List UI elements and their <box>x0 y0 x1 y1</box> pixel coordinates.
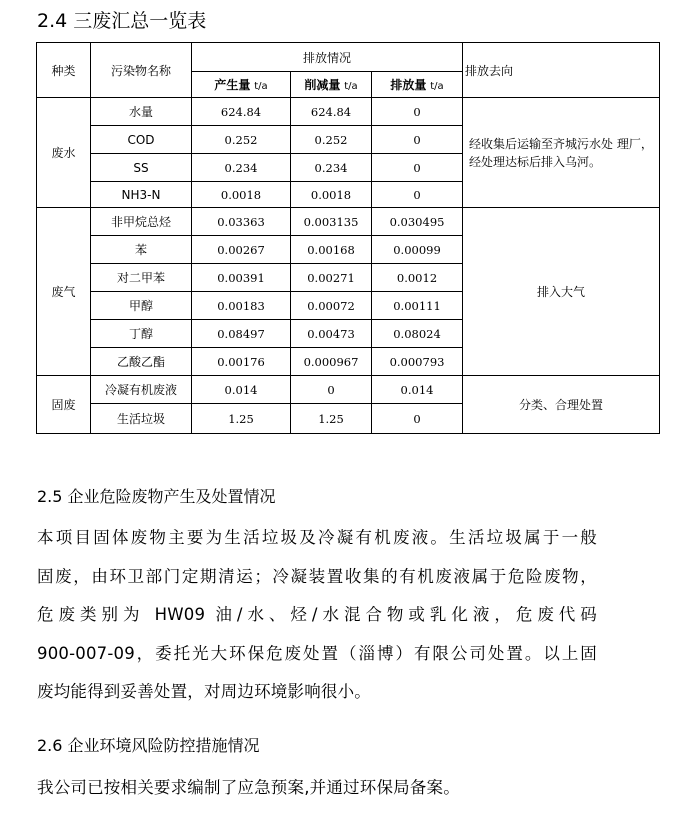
destination-cell: 排入大气 <box>463 208 660 376</box>
pollutant-cell: 冷凝有机废液 <box>91 376 192 404</box>
pollutant-cell: 丁醇 <box>91 320 192 348</box>
paragraph-line: 900-007-09，委托光大环保危废处置（淄博）有限公司处置。以上固 <box>37 643 597 663</box>
discharged-cell: 0 <box>372 126 463 154</box>
discharged-cell: 0.00111 <box>372 292 463 320</box>
paragraph-line: 危废类别为 HW09 油/水、烃/水混合物或乳化液，危废代码 <box>37 605 597 624</box>
pollutant-cell: 对二甲苯 <box>91 264 192 292</box>
reduced-cell: 0.003135 <box>291 208 372 236</box>
discharged-cell: 0.00099 <box>372 236 463 264</box>
reduced-cell: 0.00473 <box>291 320 372 348</box>
paragraph-hazardous-waste <box>37 519 597 712</box>
destination-cell: 分类、合理处置 <box>463 376 660 434</box>
generated-cell: 0.00183 <box>192 292 291 320</box>
pollutant-cell: 非甲烷总烃 <box>91 208 192 236</box>
header-discharged-unit: t/a <box>430 81 444 92</box>
header-pollutant: 污染物名称 <box>91 43 192 98</box>
header-reduced-label: 削减量 <box>304 78 341 92</box>
category-cell: 固废 <box>37 376 91 434</box>
pollutant-cell: SS <box>91 154 192 182</box>
generated-cell: 0.03363 <box>192 208 291 236</box>
generated-cell: 624.84 <box>192 98 291 126</box>
header-discharged-label: 排放量 <box>390 78 427 92</box>
category-cell: 废水 <box>37 98 91 208</box>
generated-cell: 0.00267 <box>192 236 291 264</box>
header-discharged <box>372 72 463 98</box>
pollutant-cell: 乙酸乙酯 <box>91 348 192 376</box>
reduced-cell: 0.0018 <box>291 182 372 208</box>
generated-cell: 1.25 <box>192 404 291 434</box>
paragraph-line: 废均能得到妥善处置，对周边环境影响很小。 <box>37 682 371 701</box>
generated-cell: 0.0018 <box>192 182 291 208</box>
generated-cell: 0.234 <box>192 154 291 182</box>
generated-cell: 0.00391 <box>192 264 291 292</box>
discharged-cell: 0.000793 <box>372 348 463 376</box>
header-generated <box>192 72 291 98</box>
header-destination: 排放去向 <box>463 43 660 98</box>
discharged-cell: 0 <box>372 182 463 208</box>
generated-cell: 0.08497 <box>192 320 291 348</box>
header-category: 种类 <box>37 43 91 98</box>
pollutant-cell: 苯 <box>91 236 192 264</box>
table-row <box>37 208 660 236</box>
paragraph-line: 固废，由环卫部门定期清运；冷凝装置收集的有机废液属于危险废物， <box>37 566 597 586</box>
discharged-cell: 0.014 <box>372 376 463 404</box>
destination-cell: 经收集后运输至齐城污水处 理厂，经处理达标后排入乌河。 <box>463 98 660 208</box>
generated-cell: 0.252 <box>192 126 291 154</box>
reduced-cell: 624.84 <box>291 98 372 126</box>
reduced-cell: 0.00168 <box>291 236 372 264</box>
generated-cell: 0.00176 <box>192 348 291 376</box>
pollutant-cell: 水量 <box>91 98 192 126</box>
reduced-cell: 1.25 <box>291 404 372 434</box>
section-heading-2-5: 2.5 企业危险废物产生及处置情况 <box>37 487 276 506</box>
reduced-cell: 0.234 <box>291 154 372 182</box>
section-heading-2-4: 2.4 三废汇总一览表 <box>37 10 207 32</box>
header-reduced-unit: t/a <box>344 81 358 92</box>
category-cell: 废气 <box>37 208 91 376</box>
pollutant-cell: 生活垃圾 <box>91 404 192 434</box>
header-emission: 排放情况 <box>192 43 463 72</box>
discharged-cell: 0.030495 <box>372 208 463 236</box>
discharged-cell: 0.08024 <box>372 320 463 348</box>
discharged-cell: 0.0012 <box>372 264 463 292</box>
reduced-cell: 0.00072 <box>291 292 372 320</box>
paragraph-risk-control <box>37 769 597 808</box>
table-row <box>37 98 660 126</box>
reduced-cell: 0.00271 <box>291 264 372 292</box>
paragraph-line: 我公司已按相关要求编制了应急预案,并通过环保局备案。 <box>37 778 460 797</box>
table-row <box>37 376 660 404</box>
discharged-cell: 0 <box>372 98 463 126</box>
header-generated-label: 产生量 <box>214 78 251 92</box>
discharged-cell: 0 <box>372 404 463 434</box>
header-reduced <box>291 72 372 98</box>
reduced-cell: 0.000967 <box>291 348 372 376</box>
header-generated-unit: t/a <box>254 81 268 92</box>
paragraph-line: 本项目固体废物主要为生活垃圾及冷凝有机废液。生活垃圾属于一般 <box>37 528 597 547</box>
generated-cell: 0.014 <box>192 376 291 404</box>
section-heading-2-6: 2.6 企业环境风险防控措施情况 <box>37 736 260 755</box>
pollutant-cell: COD <box>91 126 192 154</box>
reduced-cell: 0 <box>291 376 372 404</box>
discharged-cell: 0 <box>372 154 463 182</box>
reduced-cell: 0.252 <box>291 126 372 154</box>
pollutant-cell: NH3-N <box>91 182 192 208</box>
waste-summary-table <box>36 42 660 434</box>
pollutant-cell: 甲醇 <box>91 292 192 320</box>
